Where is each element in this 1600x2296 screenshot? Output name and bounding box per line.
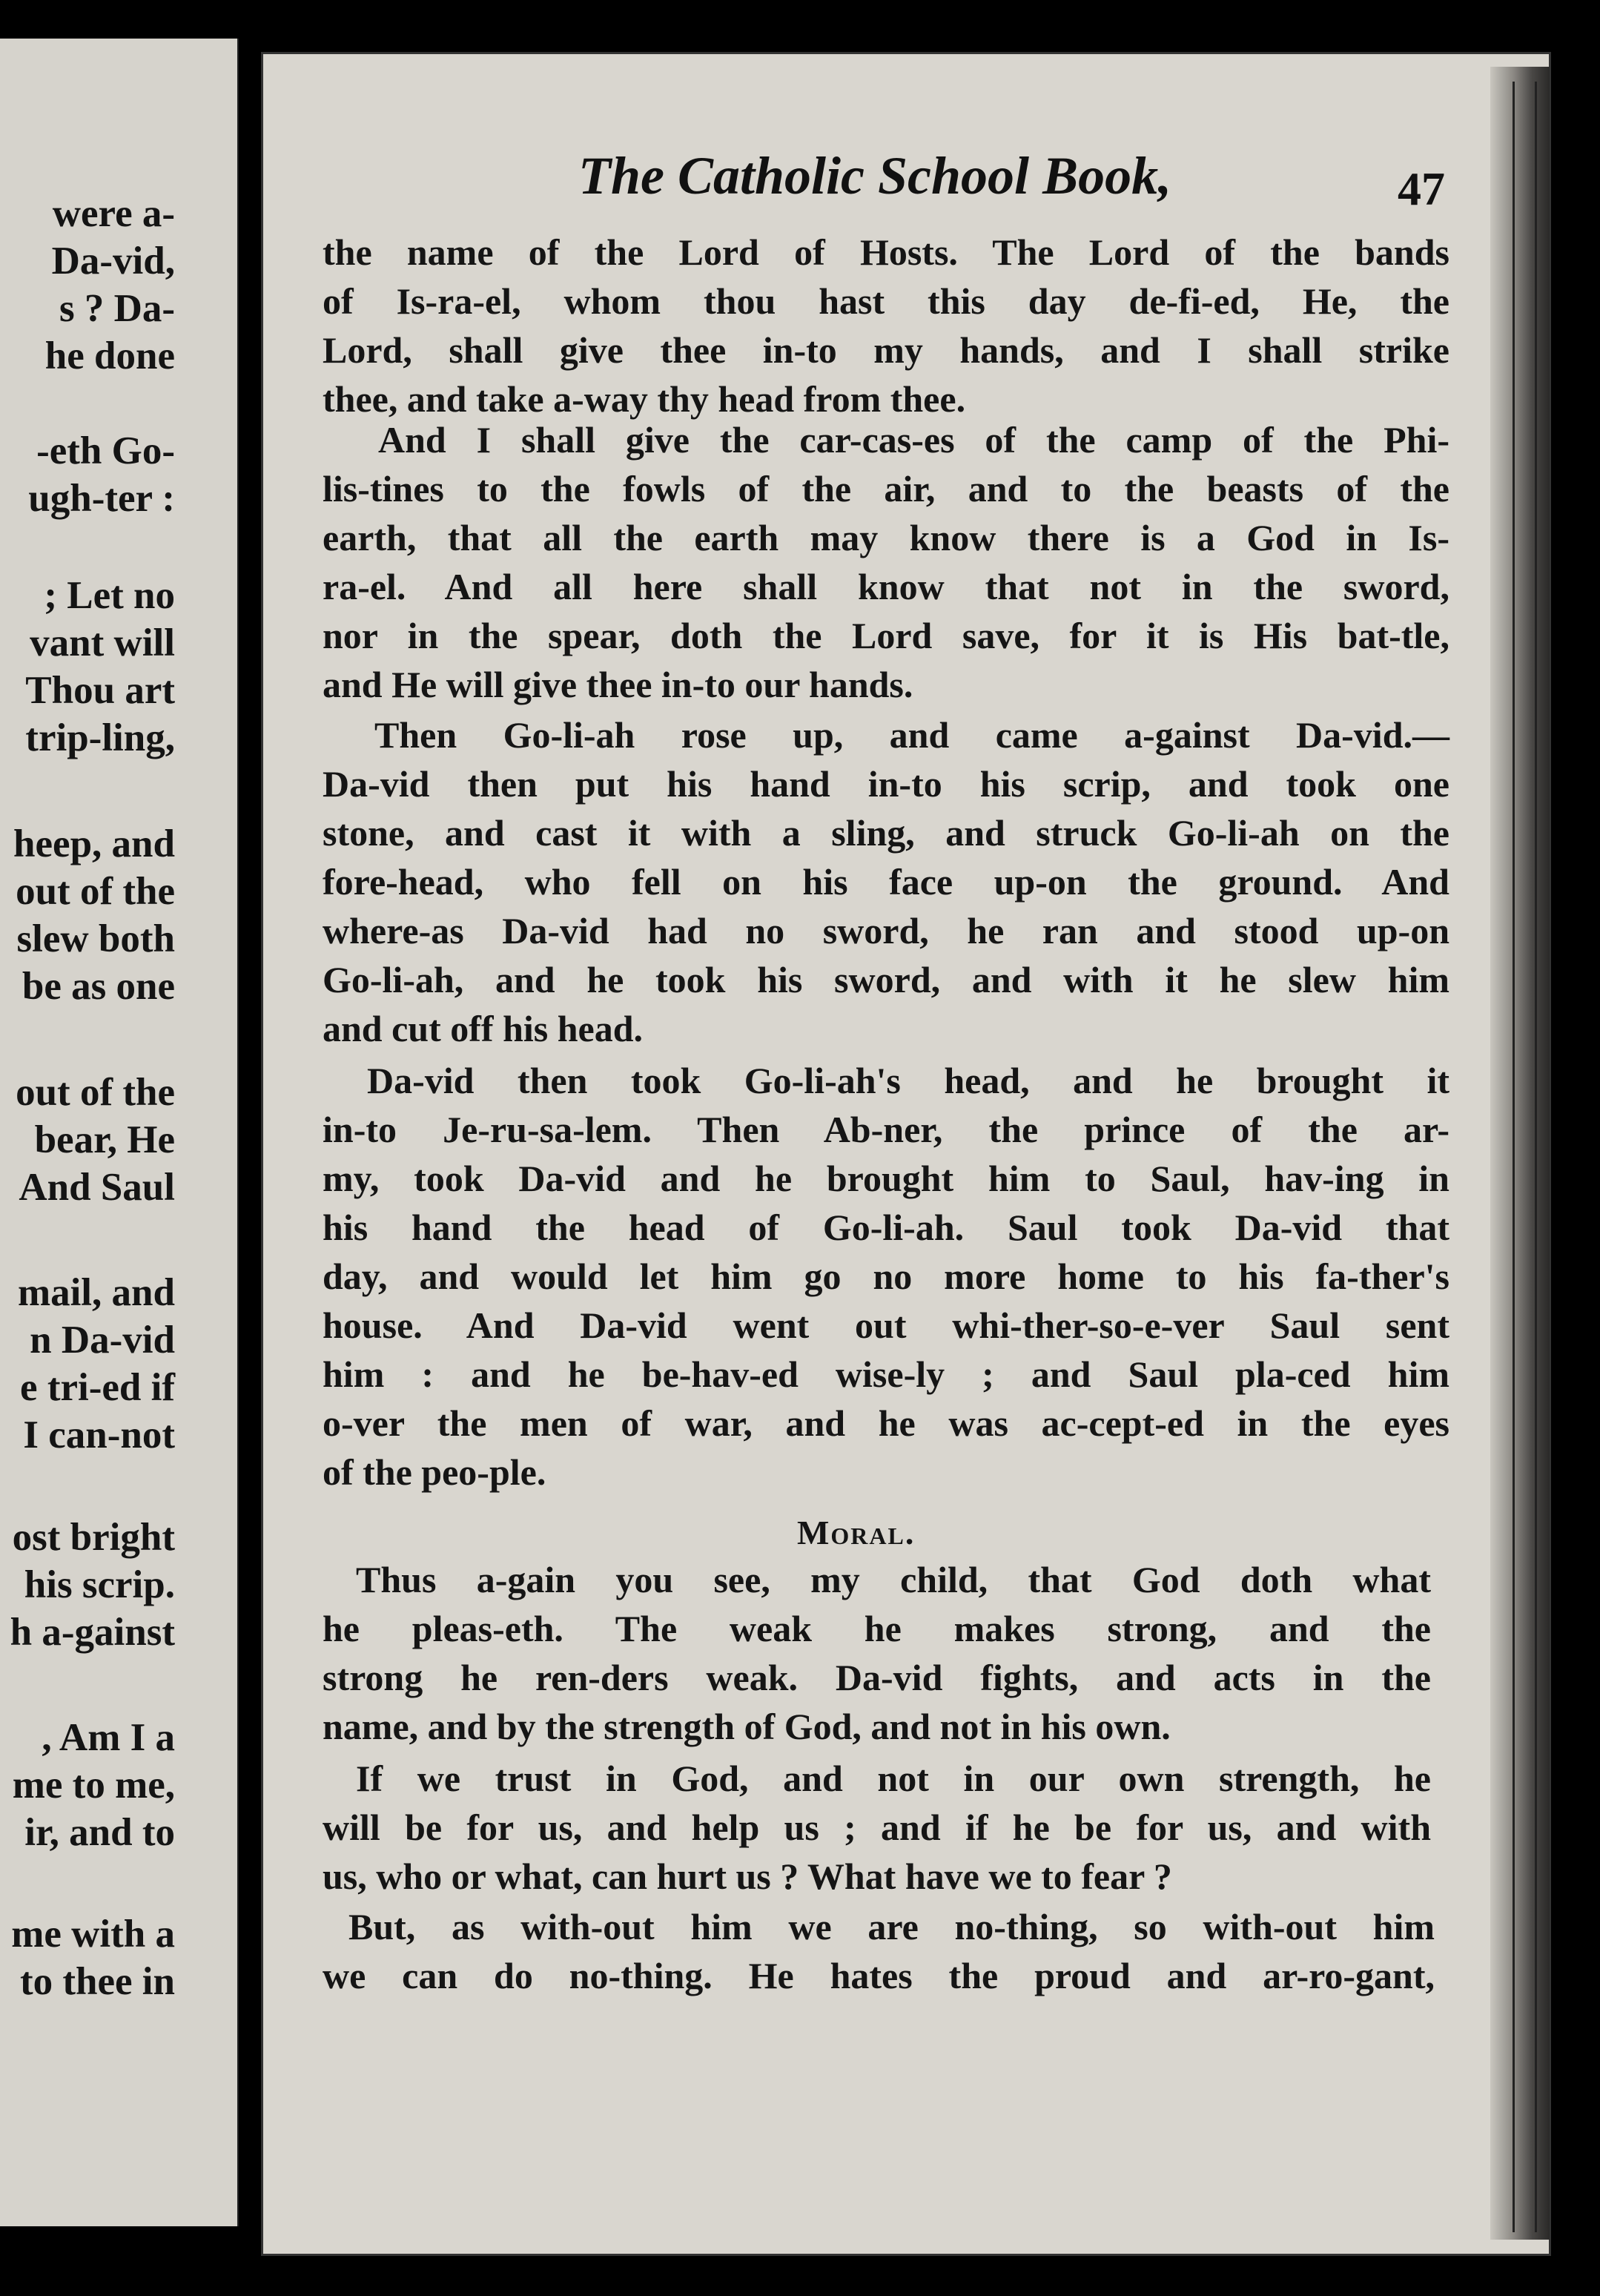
body-text-line: fore-head, who fell on his face up-on the ground. And [323,861,1449,903]
body-text-line: him : and he be-hav-ed wise-ly ; and Saul pla-ced him [323,1353,1449,1395]
left-page-line: be as one [22,965,175,1008]
left-page-line: Thou art [25,669,175,712]
body-text-line: will be for us, and help us ; and if he be for us, and with [323,1807,1431,1848]
body-text-line: house. And Da-vid went out whi-ther-so-e-ver Saul sent [323,1304,1449,1346]
body-text-line: And I shall give the car-cas-es of the camp of the Phi- [378,419,1449,461]
left-page-line: to thee in [19,1960,175,2003]
body-text-line: Da-vid then took Go-li-ah's head, and he brought it [367,1060,1449,1101]
page-edge-line [1513,82,1515,2232]
body-text-line: my, took Da-vid and he brought him to Saul, hav-ing in [323,1158,1449,1199]
body-text-line: Then Go-li-ah rose up, and came a-gainst Da-vid.— [374,714,1449,756]
body-text-line: nor in the spear, doth the Lord save, for it is His bat-tle, [323,615,1449,656]
page-edge-shadow [1490,67,1550,2240]
body-text-line: the name of the Lord of Hosts. The Lord of the bands [323,231,1449,273]
body-text-line: strong he ren-ders weak. Da-vid fights, and acts in the [323,1657,1431,1698]
left-page-line: his scrip. [24,1563,175,1606]
book-gutter [239,0,261,2296]
left-page-line: ir, and to [24,1811,175,1854]
left-page-line: vant will [30,621,175,664]
running-head: The Catholic School Book, [578,146,1172,205]
body-text-line: ra-el. And all here shall know that not in the sword, [323,566,1449,607]
left-page-line: s ? Da- [59,287,175,330]
body-text-line: where-as Da-vid had no sword, he ran and stood up-on [323,910,1449,951]
body-text-line: thee, and take a-way thy head from thee. [323,378,966,420]
left-page-line: e tri-ed if [20,1366,175,1409]
left-page-line: slew both [16,917,175,960]
left-page-line: And Saul [19,1166,175,1209]
left-page-line: , Am I a [42,1716,175,1759]
left-page-line: out of the [16,1071,175,1114]
body-text-line: his hand the head of Go-li-ah. Saul took Da-vid that [323,1207,1449,1248]
left-page-line: ; Let no [44,574,175,617]
left-page-line: -eth Go- [36,429,175,472]
body-text-line: But, as with-out him we are no-thing, so with-out him [348,1906,1435,1947]
left-page-line: Da-vid, [51,240,175,283]
body-text-line: day, and would let him go no more home to his fa-ther's [323,1256,1449,1297]
body-text-line: and cut off his head. [323,1008,644,1049]
left-page-line: were a- [52,192,175,235]
body-text-line: name, and by the strength of God, and not in his own. [323,1706,1171,1747]
left-page-line: me to me, [12,1764,175,1807]
left-page-line: ugh-ter : [28,477,175,520]
body-text-line: Lord, shall give thee in-to my hands, and I shall strike [323,329,1449,371]
left-page-line: mail, and [17,1271,175,1314]
page-number: 47 [1398,162,1445,215]
body-text-line: of Is-ra-el, whom thou hast this day de-fi-ed, He, the [323,280,1449,322]
moral-heading: Moral. [797,1514,916,1551]
body-text-line: Go-li-ah, and he took his sword, and with it he slew him [323,959,1449,1000]
left-page-line: h a-gainst [10,1611,175,1654]
body-text-line: in-to Je-ru-sa-lem. Then Ab-ner, the prince of the ar- [323,1109,1449,1150]
body-text-line: Da-vid then put his hand in-to his scrip, and took one [323,763,1449,805]
left-page-line: me with a [11,1913,175,1956]
body-text-line: earth, that all the earth may know there is a God in Is- [323,517,1449,558]
body-text-line: Thus a-gain you see, my child, that God doth what [356,1559,1431,1600]
left-page-line: bear, He [34,1118,175,1161]
body-text-line: and He will give thee in-to our hands. [323,664,913,705]
left-page-line: heep, and [13,822,175,865]
left-page-line: trip-ling, [25,716,175,759]
body-text-line: stone, and cast it with a sling, and struck Go-li-ah on the [323,812,1449,854]
body-text-line: of the peo-ple. [323,1451,546,1493]
body-text-line: If we trust in God, and not in our own strength, he [356,1758,1431,1799]
body-text-line: o-ver the men of war, and he was ac-cept-ed in the eyes [323,1402,1449,1444]
left-page-line: I can-not [23,1413,175,1457]
left-facing-page [0,39,240,2226]
body-text-line: we can do no-thing. He hates the proud and ar-ro-gant, [323,1955,1435,1996]
body-text-line: he pleas-eth. The weak he makes strong, and the [323,1608,1431,1649]
left-page-line: n Da-vid [30,1319,175,1362]
left-page-line: out of the [16,870,175,913]
body-text-line: lis-tines to the fowls of the air, and to the beasts of the [323,468,1449,509]
left-page-line: ost bright [12,1516,175,1559]
page-edge-line [1535,82,1537,2232]
left-page-line: he done [44,334,175,377]
body-text-line: us, who or what, can hurt us ? What have we to fear ? [323,1855,1172,1897]
